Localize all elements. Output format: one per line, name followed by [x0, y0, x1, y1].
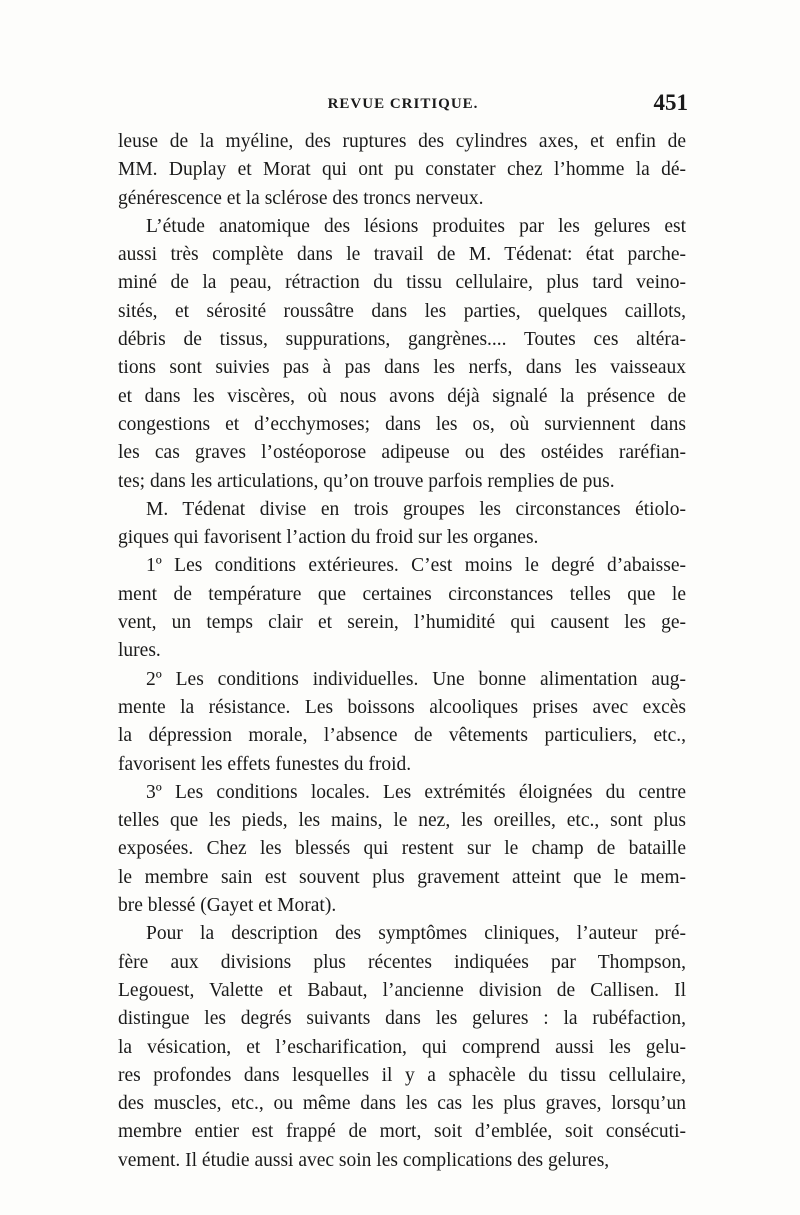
paragraph: [118, 496, 686, 553]
paragraph: [118, 213, 686, 496]
text-line: distingue les degrés suivants dans les gelures : la rubéfaction,: [118, 1008, 686, 1030]
text-line: 1º Les conditions extérieures. C’est moins le degré d’abaisse-: [146, 555, 686, 577]
text-line: membre entier est frappé de mort, soit d’emblée, soit consécuti-: [118, 1121, 686, 1143]
text-line: vement. Il étudie aussi avec soin les complications des gelures,: [118, 1149, 610, 1171]
text-line: 2º Les conditions individuelles. Une bonne alimentation aug-: [146, 668, 686, 690]
text-line: lures.: [118, 640, 161, 662]
text-line: L’étude anatomique des lésions produites par les gelures est: [146, 215, 686, 237]
text-line: mente la résistance. Les boissons alcooliques prises avec excès: [118, 696, 686, 718]
paragraph: [118, 920, 686, 1175]
running-head: [118, 90, 688, 126]
text-line: les cas graves l’ostéoporose adipeuse ou des ostéides raréfian-: [118, 442, 686, 464]
text-line: favorisent les effets funestes du froid.: [118, 753, 412, 775]
text-line: générescence et la sclérose des troncs nerveux.: [118, 187, 484, 209]
text-line: la dépression morale, l’absence de vêtements particuliers, etc.,: [118, 725, 686, 747]
text-line: fère aux divisions plus récentes indiquées par Thompson,: [118, 951, 686, 973]
text-line: leuse de la myéline, des ruptures des cylindres axes, et enfin de: [118, 131, 686, 152]
text-line: des muscles, etc., ou même dans les cas les plus graves, lorsqu’un: [118, 1093, 686, 1115]
text-line: sités, et sérosité roussâtre dans les parties, quelques caillots,: [118, 300, 686, 322]
text-line: congestions et d’ecchymoses; dans les os, où surviennent dans: [118, 413, 686, 435]
text-line: la vésication, et l’escharification, qui comprend aussi les gelu-: [118, 1036, 686, 1058]
paragraph: [118, 552, 686, 665]
paragraph: [118, 128, 686, 213]
text-line: tes; dans les articulations, qu’on trouve parfois remplies de pus.: [118, 470, 615, 492]
text-line: Pour la description des symptômes cliniques, l’auteur pré-: [146, 923, 686, 945]
page-number: 451: [653, 90, 688, 115]
text-line: le membre sain est souvent plus gravement atteint que le mem-: [118, 866, 686, 888]
text-line: MM. Duplay et Morat qui ont pu constater chez l’homme la dé-: [118, 159, 686, 181]
text-line: res profondes dans lesquelles il y a sphacèle du tissu cellulaire,: [118, 1064, 686, 1086]
text-line: telles que les pieds, les mains, le nez, les oreilles, etc., sont plus: [118, 810, 686, 832]
running-title: REVUE CRITIQUE.: [327, 96, 479, 112]
text-line: aussi très complète dans le travail de M. Tédenat: état parche-: [118, 244, 686, 266]
text-line: et dans les viscères, où nous avons déjà signalé la présence de: [118, 385, 686, 407]
paragraph: [118, 779, 686, 920]
text-line: 3º Les conditions locales. Les extrémités éloignées du centre: [146, 781, 686, 803]
text-line: ment de température que certaines circonstances telles que le: [118, 583, 686, 605]
text-line: vent, un temps clair et serein, l’humidité qui causent les ge-: [118, 612, 686, 634]
text-line: M. Tédenat divise en trois groupes les circonstances étiolo-: [146, 498, 686, 520]
text-line: bre blessé (Gayet et Morat).: [118, 895, 337, 917]
text-line: miné de la peau, rétraction du tissu cellulaire, plus tard veino-: [118, 272, 686, 294]
text-line: Legouest, Valette et Babaut, l’ancienne division de Callisen. Il: [118, 979, 686, 1001]
body-text: [118, 128, 686, 1175]
text-line: exposées. Chez les blessés qui restent sur le champ de bataille: [118, 838, 686, 860]
paragraph: [118, 666, 686, 779]
text-line: giques qui favorisent l’action du froid sur les organes.: [118, 527, 539, 549]
text-line: tions sont suivies pas à pas dans les nerfs, dans les vaisseaux: [118, 357, 686, 379]
text-line: débris de tissus, suppurations, gangrènes.... Toutes ces altéra-: [118, 329, 686, 351]
